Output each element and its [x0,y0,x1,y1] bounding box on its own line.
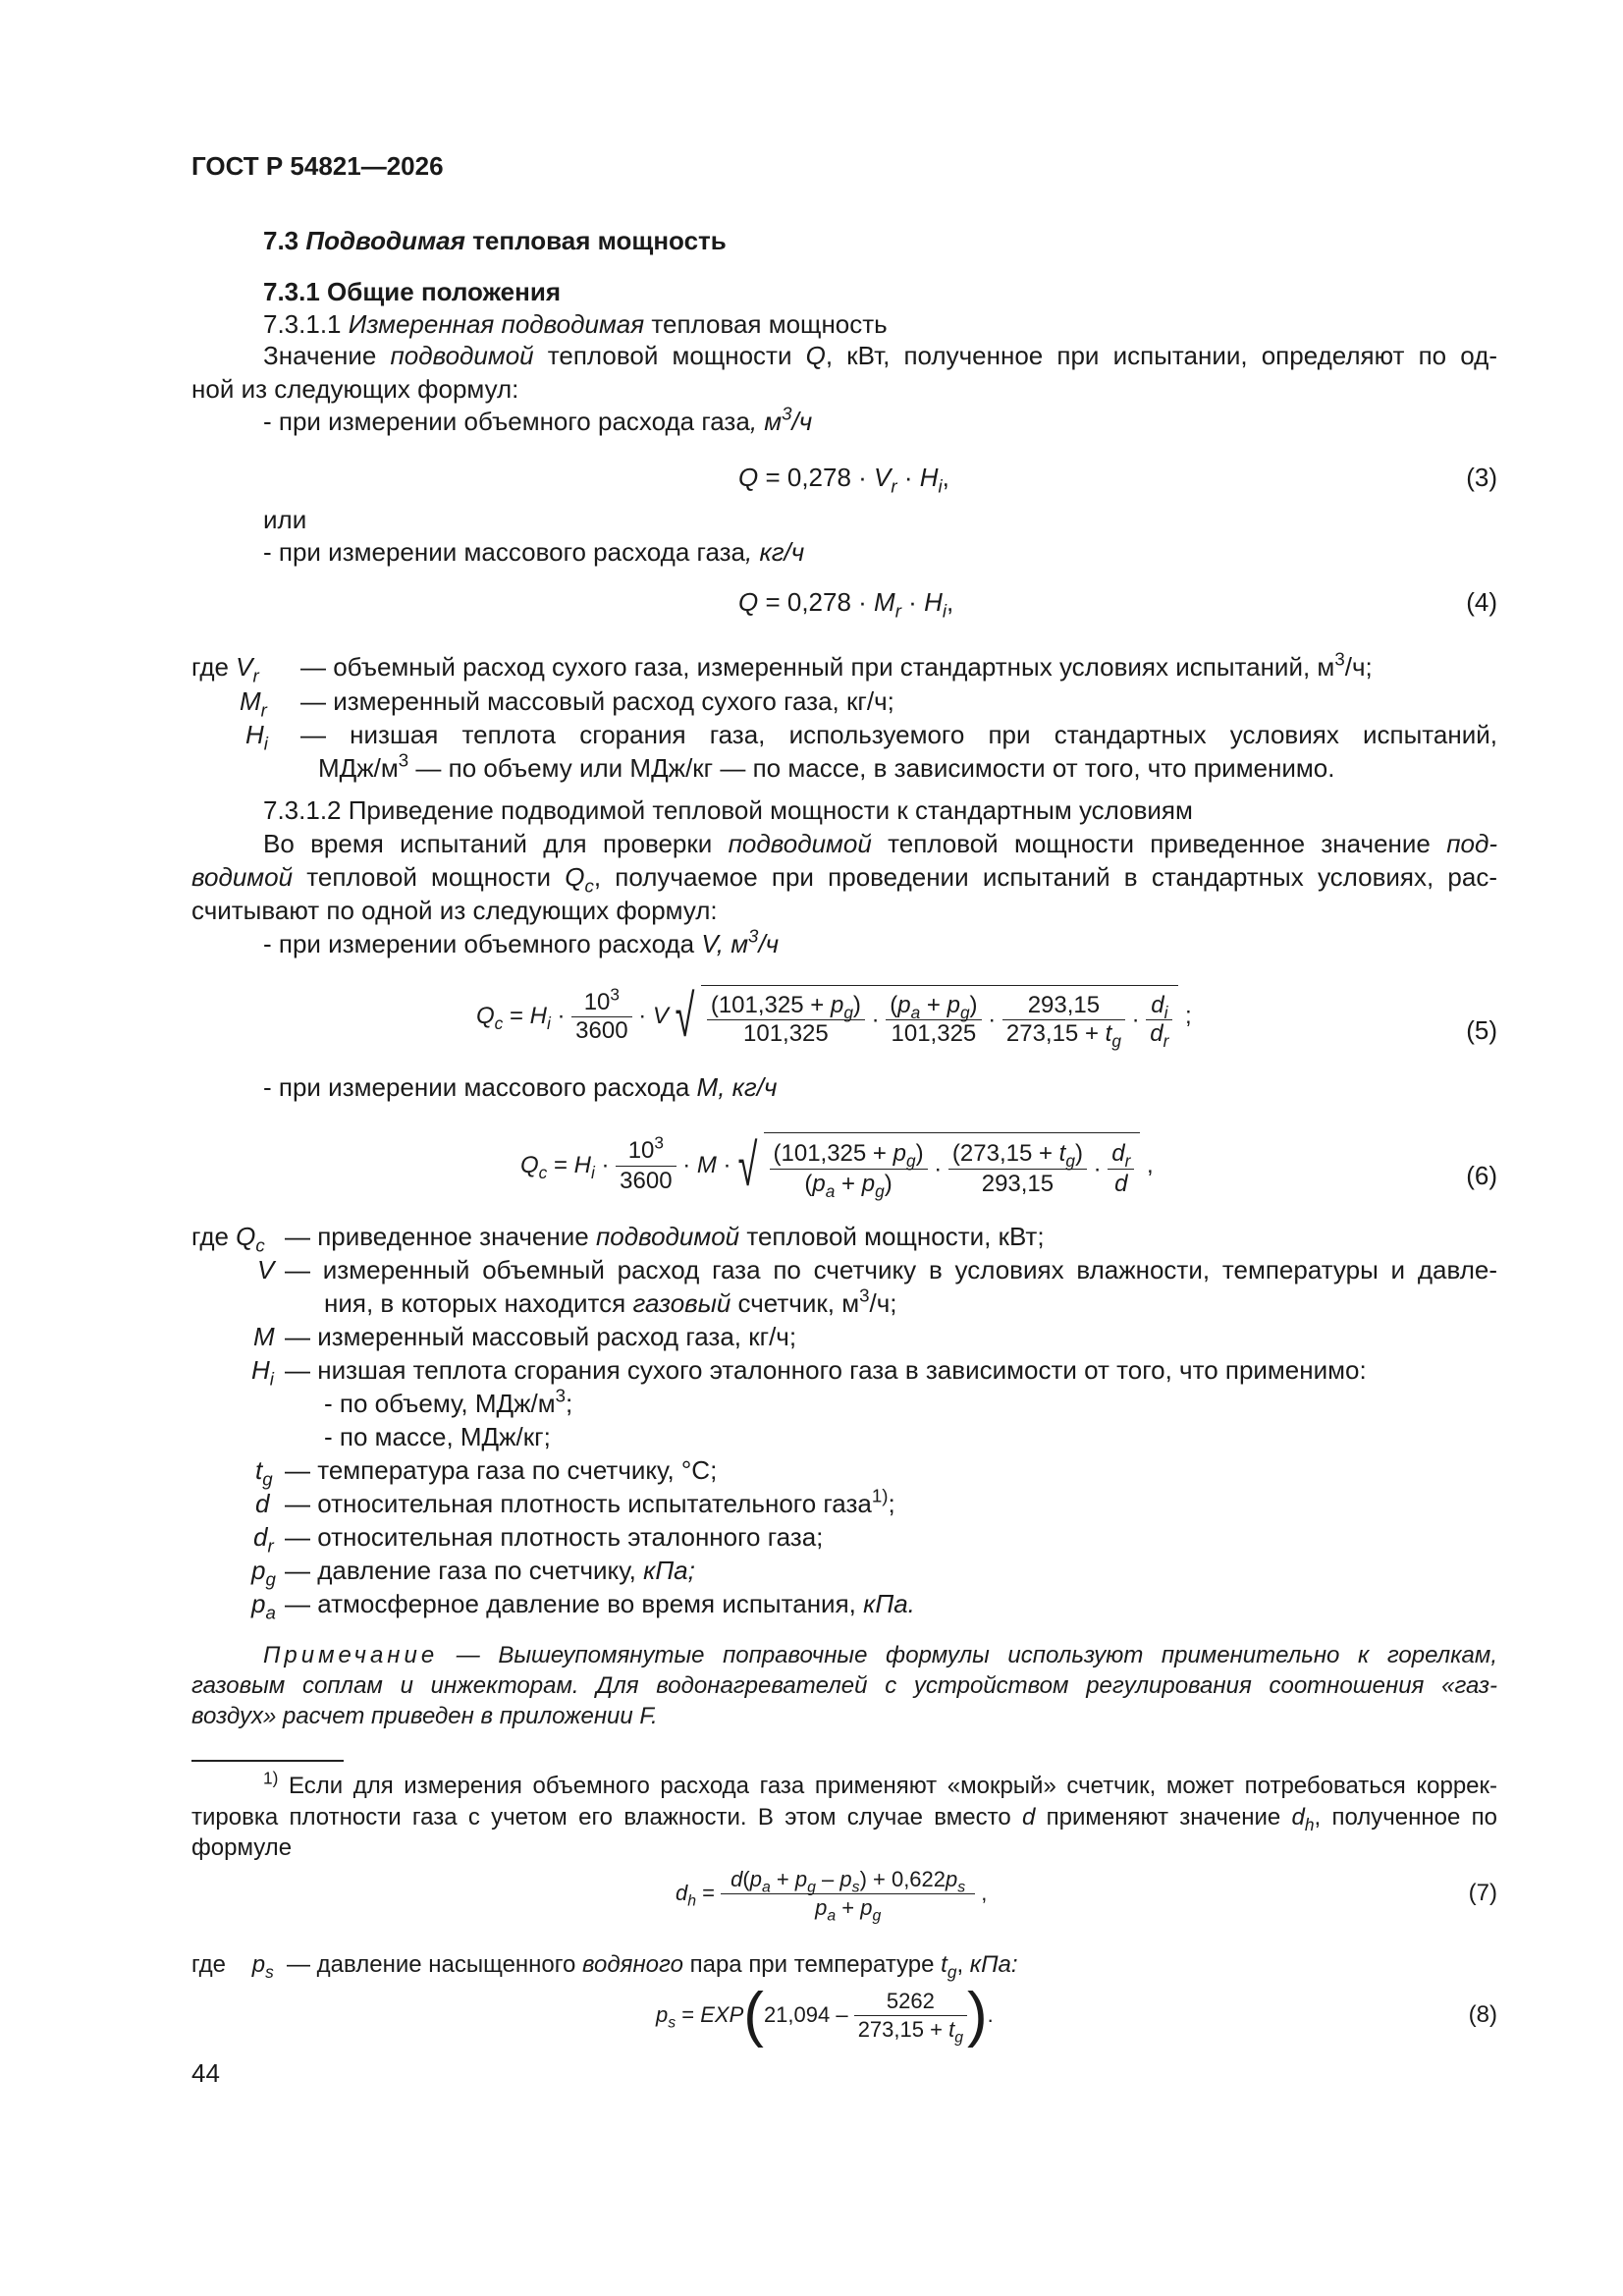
def-v: — измеренный объемный расход газа по счетчику в условиях влажности, температуры и давле- [285,1255,1497,1285]
def-pg: — давление газа по счетчику, кПа; [285,1556,695,1585]
def-mr: — измеренный массовый расход сухого газа, кг/ч; [300,686,894,716]
note-line: воздух» расчет приведен в приложении F. [191,1703,658,1729]
where-label: где $V_r$ [191,652,259,686]
paragraph-line: ной из следующих формул: [191,374,519,404]
equation-number: (4) [1466,587,1497,617]
bullet-mass-m: - при измерении массового расхода M, кг/ч [263,1072,778,1102]
document-code: ГОСТ Р 54821—2026 [191,151,444,181]
page-number: 44 [191,2058,220,2088]
where-label: где $Q_c$ [191,1222,265,1256]
bullet-volume-v: - при измерении объемного расхода V, $м^3/ч$ [263,925,780,958]
bullet-mass: - при измерении массового расхода газа, кг/ч [263,537,805,567]
formula-3: $Q = 0,278 \cdot V_r \cdot H_i$, [738,463,949,497]
footnote-line: тировка плотности газа с учетом его влажности. В этом случае вместо d применяют значение $d_h$, полученное по [191,1804,1497,1835]
def-ps: — давление насыщенного водяного пара при температуре $t_g$, кПа: [287,1951,1018,1983]
def-hi-cont: МДж/$м^3$ — по объему или МДж/кг — по массе, в зависимости от того, что применимо. [318,749,1335,783]
def-hi-b: - по массе, МДж/кг; [324,1422,551,1451]
symbol: $H_i$ [251,1355,274,1390]
def-vr: — объемный расход сухого газа, измеренный при стандартных условиях испытаний, $м^3/ч$; [300,648,1373,682]
bullet-volume: - при измерении объемного расхода газа, $м^3/ч$ [263,403,813,436]
note-line: Примечание — Вышеупомянутые поправочные формулы используют применительно к горелкам, [263,1642,1497,1668]
formula-8: $p_s$ = EXP ( 21,094 – $\frac{5262}{273,15 + t_g}$ ) . [656,1981,994,2049]
or-text: или [263,505,307,534]
def-hi-a: - по объему, МДж/$м^3$; [324,1385,573,1418]
subsection-heading: 7.3.1 Общие положения [263,277,561,306]
symbol: $H_i$ [245,720,268,754]
def-hi: — низшая теплота сгорания газа, используемого при стандартных условиях испытаний, [300,720,1497,749]
symbol: $p_g$ [251,1556,276,1590]
formula-7: $d_h$ = $\frac{d(p_a + p_g - p_s) + 0,622p_s}{p_a + p_g}$ , [676,1866,988,1925]
footnote-line: $^{1)}$ Если для измерения объемного расхода газа применяют «мокрый» счетчик, может потребоваться коррек- [263,1768,1497,1799]
equation-number: (5) [1466,1015,1497,1045]
symbol: $M_r$ [240,686,267,721]
equation-number: (6) [1466,1161,1497,1190]
paragraph-line: считывают по одной из следующих формул: [191,896,718,925]
def-hi: — низшая теплота сгорания сухого эталонного газа в зависимости от того, что применимо: [285,1355,1367,1385]
symbol: V [257,1255,275,1285]
paragraph-line: Во время испытаний для проверки подводимой тепловой мощности приведенное значение под- [263,829,1497,858]
def-tg: — температура газа по счетчику, °С; [285,1455,718,1485]
symbol: d [255,1489,270,1518]
def-d: — относительная плотность испытательного газа$^{1)}$; [285,1485,895,1518]
paragraph-line: Значение подводимой тепловой мощности Q, кВт, полученное при испытании, определяют по од- [263,341,1498,370]
symbol: M [253,1322,275,1351]
formula-6: $Q_c$ = $H_i$ · $\frac{10^3}{3600}$ · M · √ $\frac{(101,325 + p_g)}{(p_a + p_g)}$ · $\frac{(273,15 + t_g)}{293,15}$ · $\frac{d_r}{d}$ , [520,1132,1154,1202]
def-m: — измеренный массовый расход газа, кг/ч; [285,1322,797,1351]
where-label: где $p_s$ [191,1951,274,1983]
section-heading: 7.3 Подводимая тепловая мощность [263,226,727,255]
symbol: $p_a$ [251,1589,276,1623]
equation-number: (8) [1468,2001,1497,2028]
paragraph-line: водимой тепловой мощности $Q_c$, получаемое при проведении испытаний в стандартных условиях, рас- [191,862,1498,897]
def-qc: — приведенное значение подводимой тепловой мощности, кВт; [285,1222,1045,1251]
clause-heading-7-3-1-2: 7.3.1.2 Приведение подводимой тепловой мощности к стандартным условиям [263,795,1193,825]
def-v-cont: ния, в которых находится газовый счетчик, $м^3/ч$; [324,1285,897,1318]
formula-5: $Q_c$ = $H_i$ · $\frac{10^3}{3600}$ · V √ $\frac{(101,325 + p_g)}{101,325}$ · $\frac{(p_a + p_g)}{101,325}$ · $\frac{293,15}{273,15 + t_g}$ · $\frac{d_i}{d_r}$ ; [476,983,1192,1052]
def-pa: — атмосферное давление во время испытания, кПа. [285,1589,915,1618]
footnote-line: формуле [191,1834,293,1861]
def-dr: — относительная плотность эталонного газа; [285,1522,824,1552]
footnote-divider [191,1760,344,1762]
equation-number: (7) [1468,1880,1497,1906]
note-line: газовым соплам и инжекторам. Для водонагревателей с устройством регулирования соотношения «газ- [191,1672,1497,1699]
formula-4: $Q = 0,278 \cdot M_r \cdot H_i$, [738,587,954,622]
symbol: $d_r$ [253,1522,274,1557]
clause-heading-7-3-1-1: 7.3.1.1 Измеренная подводимая тепловая мощность [263,309,888,339]
symbol: $t_g$ [255,1455,273,1490]
equation-number: (3) [1466,463,1497,492]
